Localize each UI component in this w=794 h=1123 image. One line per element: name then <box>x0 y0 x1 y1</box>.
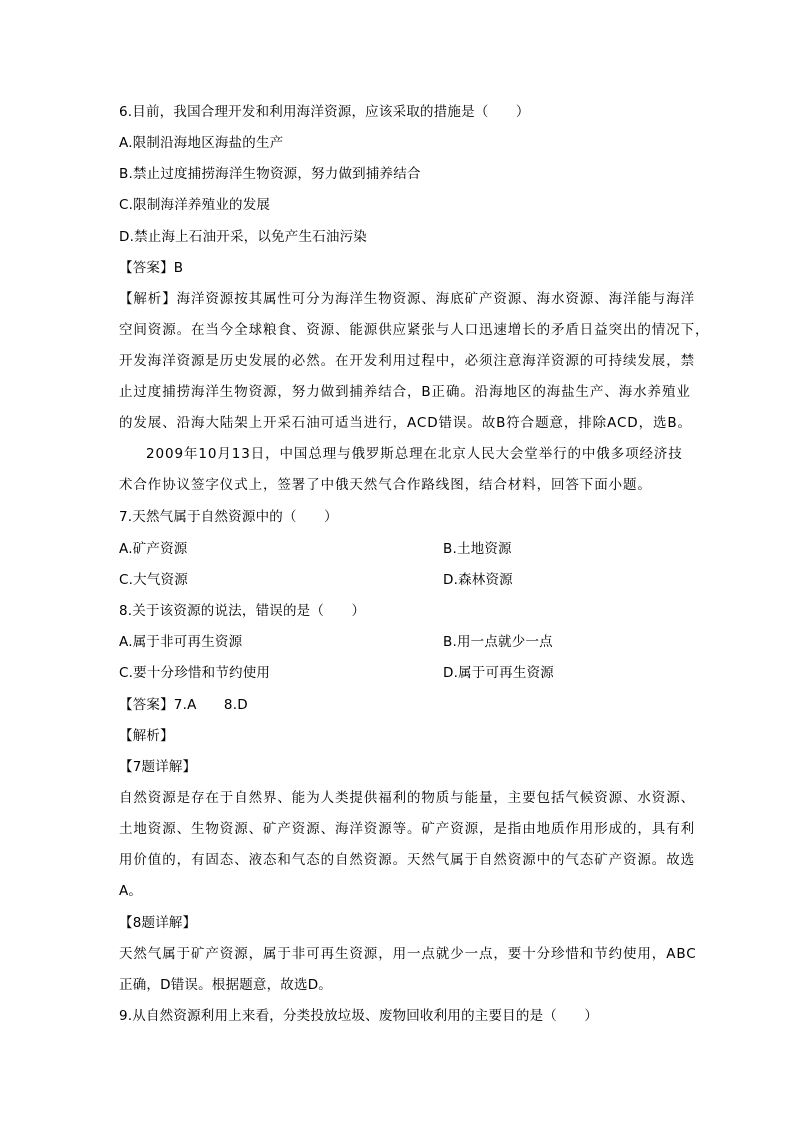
q8-option-a: A.属于非可再生资源 <box>119 634 243 650</box>
q8-option-d: D.属于可再生资源 <box>443 665 554 681</box>
q7-q8-answer: 【答案】7.A 8.D <box>119 697 248 713</box>
q6-analysis-line: 【解析】海洋资源按其属性可分为海洋生物资源、海底矿产资源、海水资源、海洋能与海洋 <box>119 291 695 307</box>
q9-stem: 9.从自然资源利用上来看，分类投放垃圾、废物回收利用的主要目的是（ ） <box>119 1008 599 1024</box>
q7-option-d: D.森林资源 <box>443 572 513 588</box>
q6-answer: 【答案】B <box>119 260 184 276</box>
q6-option-d: D.禁止海上石油开采，以免产生石油污染 <box>119 229 367 245</box>
q7-detail-line: 自然资源是存在于自然界、能为人类提供福利的物质与能量，主要包括气候资源、水资源、 <box>119 790 695 806</box>
q6-analysis-line: 空间资源。在当今全球粮食、资源、能源供应紧张与人口迅速增长的矛盾日益突出的情况下， <box>119 322 710 338</box>
q8-detail-line: 正确，D错误。根据题意，故选D。 <box>119 977 332 993</box>
material-line: 术合作协议签字仪式上，签署了中俄天然气合作路线图，结合材料，回答下面小题。 <box>119 477 652 493</box>
q7-option-b: B.土地资源 <box>443 541 512 557</box>
q7-detail-line: 用价值的，有固态、液态和气态的自然资源。天然气属于自然资源中的气态矿产资源。故选 <box>119 852 695 868</box>
q7-detail-line: A。 <box>119 883 143 899</box>
q7-detail-label: 【7题详解】 <box>119 759 197 775</box>
q6-analysis-line: 开发海洋资源是历史发展的必然。在开发利用过程中，必须注意海洋资源的可持续发展，禁 <box>119 353 695 369</box>
q6-option-c: C.限制海洋养殖业的发展 <box>119 197 271 213</box>
q6-analysis-line: 止过度捕捞海洋生物资源，努力做到捕养结合，B正确。沿海地区的海盐生产、海水养殖业 <box>119 384 691 400</box>
q8-detail-line: 天然气属于矿产资源，属于非可再生资源，用一点就少一点，要十分珍惜和节约使用，ABC <box>119 946 697 962</box>
q8-stem: 8.关于该资源的说法，错误的是（ ） <box>119 603 366 619</box>
q6-analysis-line: 的发展、沿海大陆架上开采石油可适当进行，ACD错误。故B符合题意，排除ACD，选B。 <box>119 415 692 431</box>
q7-option-c: C.大气资源 <box>119 572 188 588</box>
q6-option-a: A.限制沿海地区海盐的生产 <box>119 135 284 151</box>
q7-stem: 7.天然气属于自然资源中的（ ） <box>119 509 338 525</box>
q8-detail-label: 【8题详解】 <box>119 915 197 931</box>
q6-stem: 6.目前，我国合理开发和利用海洋资源，应该采取的措施是（ ） <box>119 104 530 120</box>
analysis-label: 【解析】 <box>119 728 174 744</box>
q8-option-b: B.用一点就少一点 <box>443 634 553 650</box>
q7-option-a: A.矿产资源 <box>119 541 188 557</box>
q6-option-b: B.禁止过度捕捞海洋生物资源，努力做到捕养结合 <box>119 166 421 182</box>
q7-detail-line: 土地资源、生物资源、矿产资源、海洋资源等。矿产资源，是指由地质作用形成的，具有利 <box>119 821 695 837</box>
q8-option-c: C.要十分珍惜和节约使用 <box>119 665 271 681</box>
material-line: 2009年10月13日，中国总理与俄罗斯总理在北京人民大会堂举行的中俄多项经济技 <box>146 446 683 462</box>
